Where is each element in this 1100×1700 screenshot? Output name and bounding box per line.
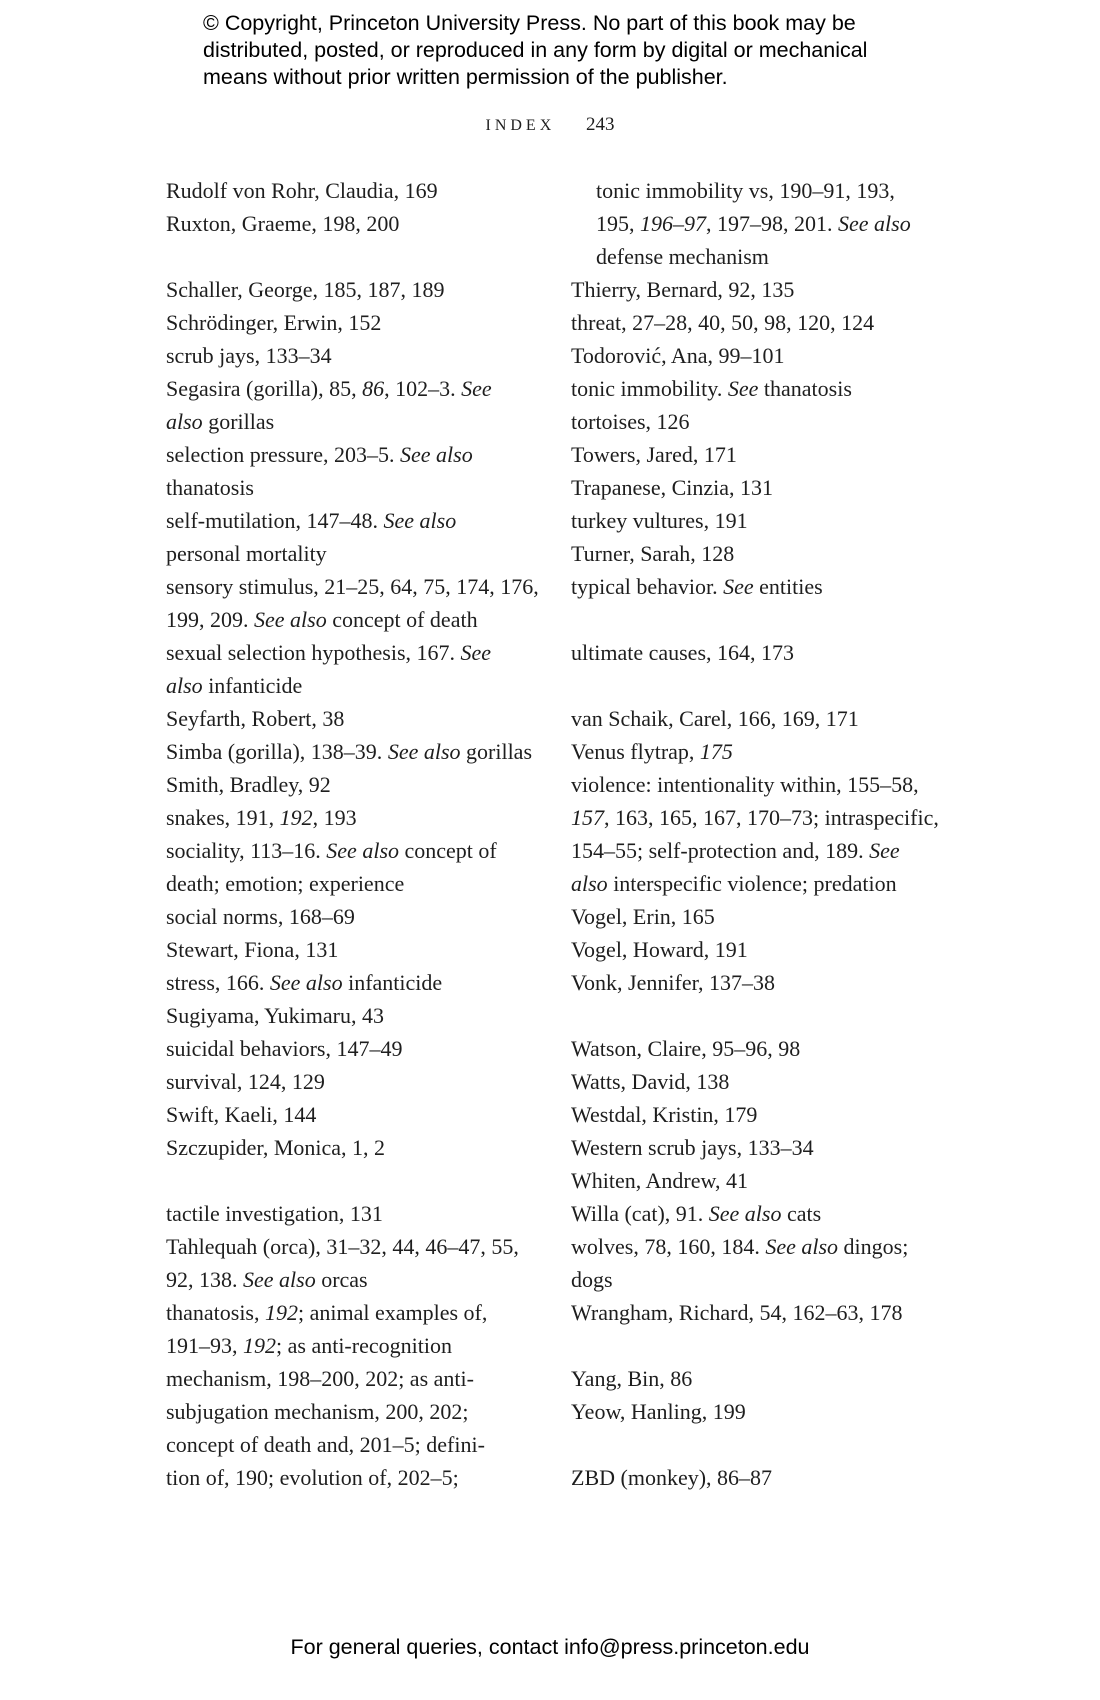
index-entry-line: typical behavior. See entities: [571, 574, 823, 599]
index-entry-line: sensory stimulus, 21–25, 64, 75, 174, 176,: [166, 574, 539, 599]
index-entry-line: defense mechanism: [596, 244, 769, 269]
index-entry-line: Yang, Bin, 86: [571, 1366, 693, 1391]
index-entry-line: death; emotion; experience: [166, 871, 405, 896]
letter-group-gap: [571, 669, 971, 702]
index-entry-line: wolves, 78, 160, 184. See also dingos;: [571, 1234, 909, 1259]
index-entry-line: survival, 124, 129: [166, 1069, 325, 1094]
index-entry-line: stress, 166. See also infanticide: [166, 970, 443, 995]
index-entry-line: tion of, 190; evolution of, 202–5;: [166, 1465, 459, 1490]
index-entry-line: Vogel, Erin, 165: [571, 904, 715, 929]
index-entry: [166, 1296, 556, 1494]
index-entry-line: thanatosis, 192; animal examples of,: [166, 1300, 488, 1325]
index-entry-line: dogs: [571, 1267, 613, 1292]
index-entry-line: tonic immobility. See thanatosis: [571, 376, 852, 401]
index-column-left: [166, 174, 556, 1494]
index-entry: [571, 1230, 971, 1296]
index-entry-line: 157, 163, 165, 167, 170–73; intraspecific,: [571, 805, 939, 830]
index-entry: [166, 207, 556, 240]
letter-group-gap: [166, 240, 556, 273]
index-entry-continuation: [571, 174, 971, 273]
index-entry-line: Stewart, Fiona, 131: [166, 937, 339, 962]
index-entry: [571, 1197, 971, 1230]
index-entry-line: ZBD (monkey), 86–87: [571, 1465, 773, 1490]
index-entry: [571, 1395, 971, 1428]
letter-group-gap: [571, 999, 971, 1032]
index-entry-line: Schaller, George, 185, 187, 189: [166, 277, 445, 302]
index-entry-line: Westdal, Kristin, 179: [571, 1102, 758, 1127]
index-entry-line: 191–93, 192; as anti-recognition: [166, 1333, 452, 1358]
index-entry-line: turkey vultures, 191: [571, 508, 748, 533]
index-entry: [166, 1065, 556, 1098]
index-entry: [571, 933, 971, 966]
index-entry-line: Vogel, Howard, 191: [571, 937, 748, 962]
index-entry: [166, 933, 556, 966]
running-head: [0, 114, 1100, 136]
index-entry-line: selection pressure, 203–5. See also: [166, 442, 473, 467]
page-number: 243: [586, 114, 615, 135]
footer-contact: For general queries, contact info@press.princeton.edu: [290, 1635, 810, 1659]
index-entry-line: also gorillas: [166, 409, 275, 434]
index-entry: [571, 1164, 971, 1197]
index-entry: [571, 1296, 971, 1329]
index-entry-line: 92, 138. See also orcas: [166, 1267, 368, 1292]
index-entry-line: Turner, Sarah, 128: [571, 541, 735, 566]
index-entry-line: threat, 27–28, 40, 50, 98, 120, 124: [571, 310, 875, 335]
index-entry-line: thanatosis: [166, 475, 254, 500]
index-entry-line: Szczupider, Monica, 1, 2: [166, 1135, 386, 1160]
index-entry-line: mechanism, 198–200, 202; as anti-: [166, 1366, 474, 1391]
index-entry-line: Segasira (gorilla), 85, 86, 102–3. See: [166, 376, 492, 401]
index-entry: [166, 966, 556, 999]
index-entry-line: suicidal behaviors, 147–49: [166, 1036, 403, 1061]
letter-group-gap: [571, 1329, 971, 1362]
index-entry-line: Rudolf von Rohr, Claudia, 169: [166, 178, 438, 203]
index-entry: [571, 636, 971, 669]
index-entry: [166, 372, 556, 438]
index-entry-line: personal mortality: [166, 541, 327, 566]
index-entry: [571, 471, 971, 504]
index-entry-line: Todorović, Ana, 99–101: [571, 343, 785, 368]
copyright-notice: [203, 10, 963, 91]
index-entry: [166, 504, 556, 570]
letter-group-gap: [571, 603, 971, 636]
index-entry-line: Venus flytrap, 175: [571, 739, 733, 764]
index-entry-line: Sugiyama, Yukimaru, 43: [166, 1003, 384, 1028]
index-entry: [571, 570, 971, 603]
index-entry: [166, 768, 556, 801]
index-entry-line: Wrangham, Richard, 54, 162–63, 178: [571, 1300, 903, 1325]
index-entry-line: sociality, 113–16. See also concept of: [166, 838, 497, 863]
index-entry: [166, 834, 556, 900]
letter-group-gap: [571, 1428, 971, 1461]
index-entry-line: Tahlequah (orca), 31–32, 44, 46–47, 55,: [166, 1234, 519, 1259]
index-entry: [571, 504, 971, 537]
index-entry-line: Towers, Jared, 171: [571, 442, 737, 467]
index-entry: [571, 900, 971, 933]
index-entry-line: Watson, Claire, 95–96, 98: [571, 1036, 801, 1061]
index-entry-line: violence: intentionality within, 155–58,: [571, 772, 919, 797]
index-entry: [166, 801, 556, 834]
index-entry-line: scrub jays, 133–34: [166, 343, 332, 368]
index-entry-line: Ruxton, Graeme, 198, 200: [166, 211, 400, 236]
running-head-title: INDEX: [485, 117, 556, 134]
index-entry: [166, 570, 556, 636]
index-entry-line: tonic immobility vs, 190–91, 193,: [596, 178, 895, 203]
index-entry-line: 199, 209. See also concept of death: [166, 607, 478, 632]
index-entry-line: social norms, 168–69: [166, 904, 355, 929]
index-entry-line: Smith, Bradley, 92: [166, 772, 331, 797]
index-entry-line: Watts, David, 138: [571, 1069, 730, 1094]
index-entry: [166, 702, 556, 735]
index-entry: [571, 1065, 971, 1098]
index-entry: [571, 537, 971, 570]
index-entry-line: Yeow, Hanling, 199: [571, 1399, 746, 1424]
index-entry-line: concept of death and, 201–5; defini-: [166, 1432, 485, 1457]
index-entry: [571, 966, 971, 999]
index-entry: [166, 438, 556, 504]
index-entry: [166, 999, 556, 1032]
index-entry-line: Swift, Kaeli, 144: [166, 1102, 317, 1127]
index-entry-line: Trapanese, Cinzia, 131: [571, 475, 774, 500]
index-entry: [571, 1362, 971, 1395]
index-entry-line: van Schaik, Carel, 166, 169, 171: [571, 706, 859, 731]
index-entry: [571, 768, 971, 900]
index-column-right: [571, 174, 971, 1494]
index-entry: [166, 1098, 556, 1131]
index-entry: [166, 339, 556, 372]
index-entry-line: snakes, 191, 192, 193: [166, 805, 357, 830]
index-entry: [166, 900, 556, 933]
index-entry: [166, 174, 556, 207]
copyright-line: distributed, posted, or reproduced in any form by digital or mechanical: [203, 38, 868, 62]
index-entry: [166, 1230, 556, 1296]
index-entry: [571, 1098, 971, 1131]
index-entry-line: Seyfarth, Robert, 38: [166, 706, 345, 731]
index-entry-line: also interspecific violence; predation: [571, 871, 897, 896]
index-entry: [571, 1461, 971, 1494]
index-entry: [166, 1197, 556, 1230]
copyright-line: © Copyright, Princeton University Press. No part of this book may be: [203, 11, 856, 35]
index-entry-line: Western scrub jays, 133–34: [571, 1135, 814, 1160]
index-entry: [571, 306, 971, 339]
index-entry-line: Thierry, Bernard, 92, 135: [571, 277, 795, 302]
index-entry: [571, 1131, 971, 1164]
index-entry: [571, 702, 971, 735]
index-entry: [571, 405, 971, 438]
letter-group-gap: [166, 1164, 556, 1197]
index-entry: [166, 1032, 556, 1065]
index-entry-line: tactile investigation, 131: [166, 1201, 383, 1226]
index-entry-line: subjugation mechanism, 200, 202;: [166, 1399, 469, 1424]
index-entry: [571, 339, 971, 372]
index-entry-line: sexual selection hypothesis, 167. See: [166, 640, 492, 665]
index-entry: [571, 438, 971, 471]
index-entry-line: self-mutilation, 147–48. See also: [166, 508, 457, 533]
index-entry: [166, 1131, 556, 1164]
index-entry-line: also infanticide: [166, 673, 303, 698]
index-entry: [166, 636, 556, 702]
index-entry: [571, 735, 971, 768]
index-entry: [166, 735, 556, 768]
index-entry-line: Willa (cat), 91. See also cats: [571, 1201, 822, 1226]
index-entry-line: Whiten, Andrew, 41: [571, 1168, 748, 1193]
index-entry-line: Simba (gorilla), 138–39. See also gorillas: [166, 739, 533, 764]
index-entry: [166, 273, 556, 306]
copyright-line: means without prior written permission of the publisher.: [203, 65, 728, 89]
index-entry: [571, 1032, 971, 1065]
index-entry-line: 154–55; self-protection and, 189. See: [571, 838, 900, 863]
index-entry-line: ultimate causes, 164, 173: [571, 640, 795, 665]
index-entry-line: Vonk, Jennifer, 137–38: [571, 970, 776, 995]
index-entry: [166, 306, 556, 339]
index-entry-line: Schrödinger, Erwin, 152: [166, 310, 382, 335]
index-entry: [571, 372, 971, 405]
index-entry: [571, 273, 971, 306]
index-entry-line: tortoises, 126: [571, 409, 690, 434]
index-entry-line: 195, 196–97, 197–98, 201. See also: [596, 211, 911, 236]
